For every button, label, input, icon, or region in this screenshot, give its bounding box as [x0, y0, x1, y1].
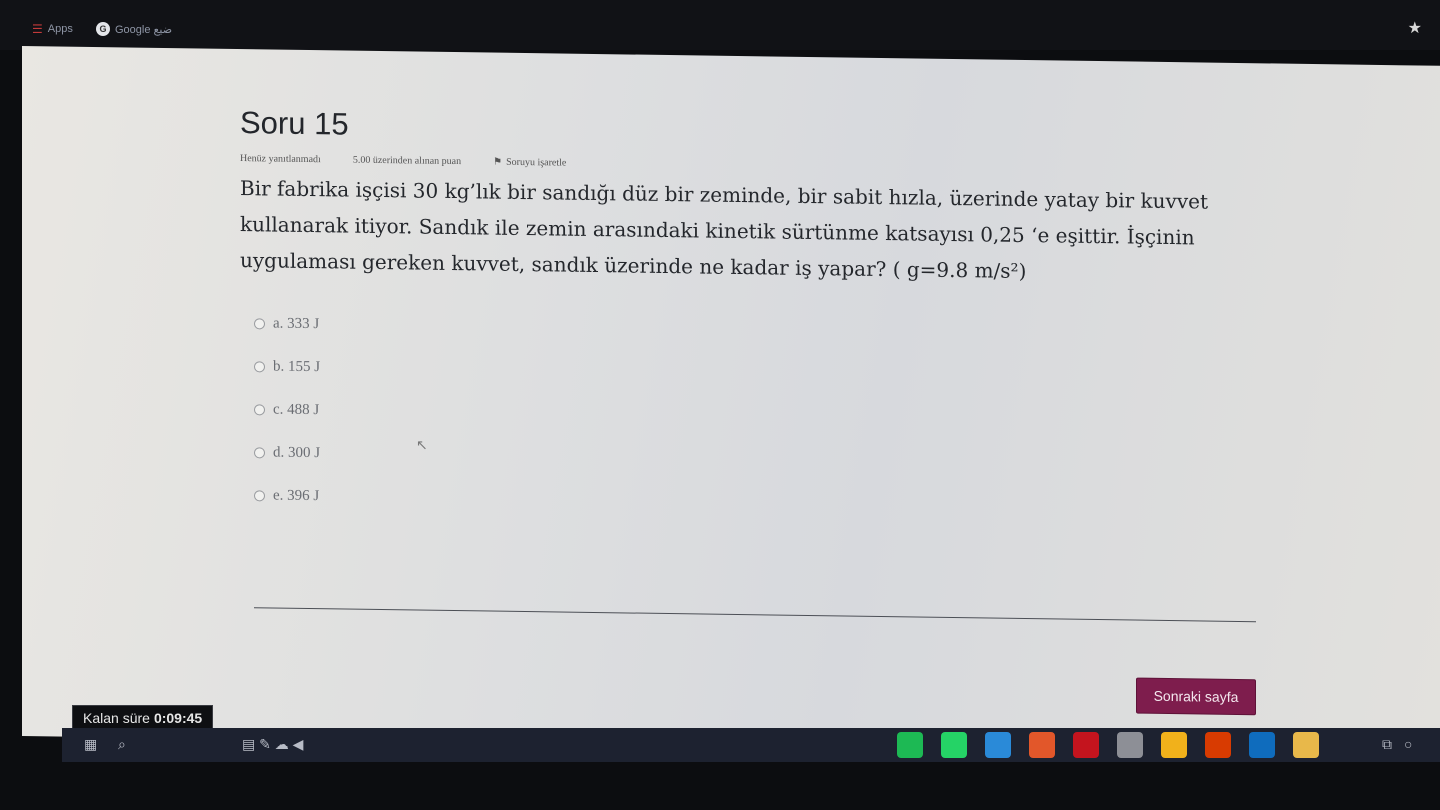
windows-start-icon[interactable]: ▦: [84, 736, 98, 752]
flag-question-link[interactable]: [493, 157, 566, 169]
task-view-icon[interactable]: ⧉: [1382, 736, 1392, 752]
radio-button[interactable]: [254, 318, 265, 329]
question-points: 5.00 üzerinden alınan puan: [352, 154, 462, 168]
answer-label: d. 300 J: [273, 444, 321, 462]
question-status: Henüz yanıtlanmadı: [240, 153, 321, 166]
apps-icon: ☰: [32, 22, 43, 36]
quiz-page: [22, 46, 1440, 756]
mouse-cursor-icon: ↖: [416, 436, 428, 453]
office-icon[interactable]: [1205, 732, 1231, 758]
media-player-icon[interactable]: [1029, 732, 1055, 758]
answer-label: a. 333 J: [273, 315, 320, 333]
answer-label: b. 155 J: [273, 358, 321, 376]
flag-icon: ⚑: [493, 156, 503, 168]
tray-icons[interactable]: ▤ ✎ ☁ ◀: [242, 736, 304, 752]
search-icon[interactable]: ⌕: [118, 736, 126, 752]
mail-icon[interactable]: [1249, 732, 1275, 758]
bookmarks-bar: [0, 0, 1440, 50]
answer-list: [254, 302, 1270, 531]
store-icon[interactable]: [1117, 732, 1143, 758]
radio-button[interactable]: [254, 404, 265, 415]
question-title: Soru 15: [240, 105, 349, 142]
question-text: Bir fabrika işçisi 30 kg’lık bir sandığı düz bir zeminde, bir sabit hızla, üzerinde yatay bir kuvvet kullanarak itiyor. Sandık ile zemin arasındaki kinetik sürtünme katsayısı 0,25 ‘e eşittir. İşçinin uygulaması gereken kuvvet, sandık üzerinde ne kadar iş yapar? ( g=9.8 m/s²): [240, 176, 1208, 284]
bookmark-google[interactable]: [96, 22, 172, 36]
radio-button[interactable]: [254, 490, 265, 501]
chrome-icon[interactable]: [1161, 732, 1187, 758]
answer-label: c. 488 J: [273, 401, 320, 419]
timer-value: 0:09:45: [153, 710, 203, 726]
taskbar: [62, 728, 1440, 762]
radio-button[interactable]: [254, 361, 265, 372]
whatsapp-icon[interactable]: [941, 732, 967, 758]
folder-icon[interactable]: [1293, 732, 1319, 758]
google-icon: G: [96, 22, 110, 36]
radio-button[interactable]: [254, 447, 265, 458]
divider: [254, 607, 1256, 622]
question-block: [240, 105, 1270, 705]
spotify-icon[interactable]: [897, 732, 923, 758]
edge-icon[interactable]: [985, 732, 1011, 758]
timer-label: Kalan süre: [83, 710, 150, 726]
notification-icon[interactable]: ○: [1404, 736, 1413, 752]
bookmark-apps-label: Apps: [47, 23, 73, 35]
bookmark-apps[interactable]: [32, 22, 73, 36]
flag-question-label: Soruyu işaretle: [506, 156, 567, 169]
next-page-button[interactable]: Sonraki sayfa: [1136, 678, 1256, 716]
bookmark-star-icon[interactable]: ★: [1407, 20, 1422, 37]
bookmark-google-label: Google ضيع: [115, 23, 173, 36]
answer-label: e. 396 J: [273, 487, 320, 505]
netflix-icon[interactable]: [1073, 732, 1099, 758]
